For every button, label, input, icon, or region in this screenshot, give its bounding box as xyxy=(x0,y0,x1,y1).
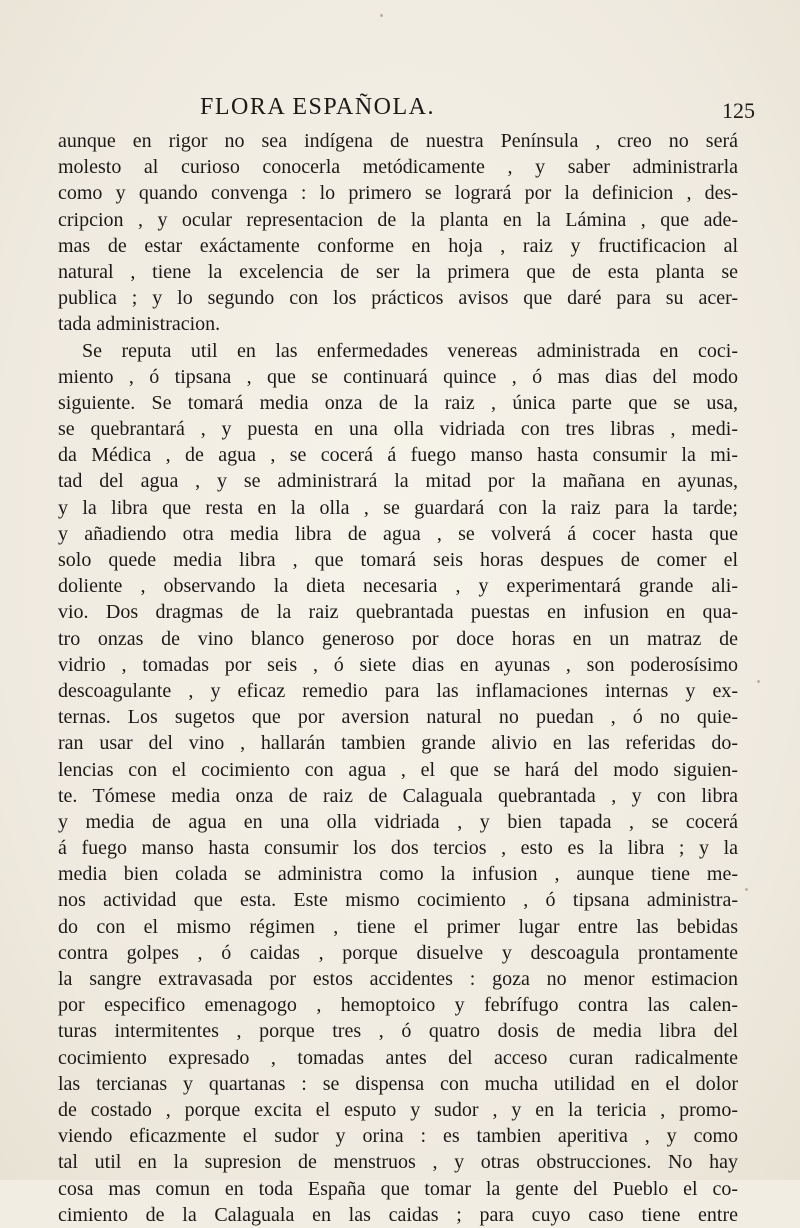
text-line: miento , ó tipsana , que se continuará quince , ó mas dias del modo xyxy=(58,365,738,388)
text-line: la sangre extravasada por estos accidentes : goza no menor estimacion xyxy=(58,968,738,990)
text-line: tada administracion. xyxy=(58,313,221,336)
text-line: tro onzas de vino blanco generoso por doce horas en un matraz de xyxy=(58,627,738,650)
text-line: contra golpes , ó caidas , porque disuelve y descoagula prontamente xyxy=(58,941,738,964)
text-line: las tercianas y quartanas : se dispensa con mucha utilidad en el dolor xyxy=(58,1072,738,1095)
text-line: cocimiento expresado , tomadas antes del acceso curan radicalmente xyxy=(58,1046,738,1069)
text-line: turas intermitentes , porque tres , ó quatro dosis de media libra del xyxy=(58,1020,738,1043)
text-line: cimiento de la Calaguala en las caidas ; para cuyo caso tiene entre xyxy=(58,1203,738,1226)
text-line: tad del agua , y se administrará la mitad por la mañana en ayunas, xyxy=(58,470,738,493)
text-line: solo quede media libra , que tomará seis horas despues de comer el xyxy=(58,549,738,571)
text-line: nos actividad que esta. Este mismo cocimiento , ó tipsana administra- xyxy=(58,889,738,912)
text-line: se quebrantará , y puesta en una olla vidriada con tres libras , medi- xyxy=(58,418,738,441)
text-line: da Médica , de agua , se cocerá á fuego manso hasta consumir la mi- xyxy=(58,444,738,467)
text-line: cripcion , y ocular representacion de la planta en la Lámina , que ade- xyxy=(58,208,738,231)
text-line: natural , tiene la excelencia de ser la primera que de esta planta se xyxy=(58,260,738,283)
text-line: ternas. Los sugetos que por aversion natural no puedan , ó no quie- xyxy=(58,706,738,729)
text-line: descoagulante , y eficaz remedio para las inflamaciones internas y ex- xyxy=(58,679,738,702)
text-line: y añadiendo otra media libra de agua , se volverá á cocer hasta que xyxy=(58,522,738,545)
text-line: cosa mas comun en toda España que tomar la gente del Pueblo el co- xyxy=(58,1177,738,1200)
text-line: tal util en la supresion de menstruos , y otras obstrucciones. No hay xyxy=(58,1151,738,1174)
text-line: molesto al curioso conocerla metódicamente , y saber administrarla xyxy=(58,156,738,179)
text-line: á fuego manso hasta consumir los dos tercios , esto es la libra ; y la xyxy=(58,837,738,860)
text-line: ran usar del vino , hallarán tambien grande alivio en las referidas do- xyxy=(58,732,738,755)
paper-speck xyxy=(757,680,760,683)
text-line: te. Tómese media onza de raiz de Calaguala quebrantada , y con libra xyxy=(58,784,738,807)
paper-speck xyxy=(745,888,748,891)
text-line: Se reputa util en las enfermedades venereas administrada en coci- xyxy=(82,339,738,362)
text-line: lencias con el cocimiento con agua , el que se hará del modo siguien- xyxy=(58,758,738,781)
text-line: de costado , porque excita el esputo y sudor , y en la tericia , promo- xyxy=(58,1098,738,1121)
text-line: do con el mismo régimen , tiene el primer lugar entre las bebidas xyxy=(58,915,738,938)
text-line: aunque en rigor no sea indígena de nuestra Península , creo no será xyxy=(58,130,738,152)
running-title: FLORA ESPAÑOLA. xyxy=(200,94,435,120)
page-number: 125 xyxy=(722,98,755,123)
text-line: viendo eficazmente el sudor y orina : es tambien aperitiva , y como xyxy=(58,1125,738,1148)
text-line: y la libra que resta en la olla , se guardará con la raiz para la tarde; xyxy=(58,496,738,519)
text-line: vidrio , tomadas por seis , ó siete dias en ayunas , son poderosísimo xyxy=(58,653,738,676)
text-line: y media de agua en una olla vidriada , y bien tapada , se cocerá xyxy=(58,810,738,833)
body-text xyxy=(58,128,738,1228)
text-line: publica ; y lo segundo con los prácticos avisos que daré para su acer- xyxy=(58,287,738,310)
text-line: media bien colada se administra como la infusion , aunque tiene me- xyxy=(58,863,738,886)
text-line: como y quando convenga : lo primero se logrará por la definicion , des- xyxy=(58,182,738,205)
text-line: vio. Dos dragmas de la raiz quebrantada puestas en infusion en qua- xyxy=(58,601,738,624)
text-line: doliente , observando la dieta necesaria , y experimentará grande ali- xyxy=(58,575,738,598)
text-line: siguiente. Se tomará media onza de la raiz , única parte que se usa, xyxy=(58,391,738,414)
text-line: mas de estar exáctamente conforme en hoja , raiz y fructificacion al xyxy=(58,234,738,257)
text-line: por especifico emenagogo , hemoptoico y febrífugo contra las calen- xyxy=(58,994,738,1017)
paper-speck xyxy=(380,14,383,17)
